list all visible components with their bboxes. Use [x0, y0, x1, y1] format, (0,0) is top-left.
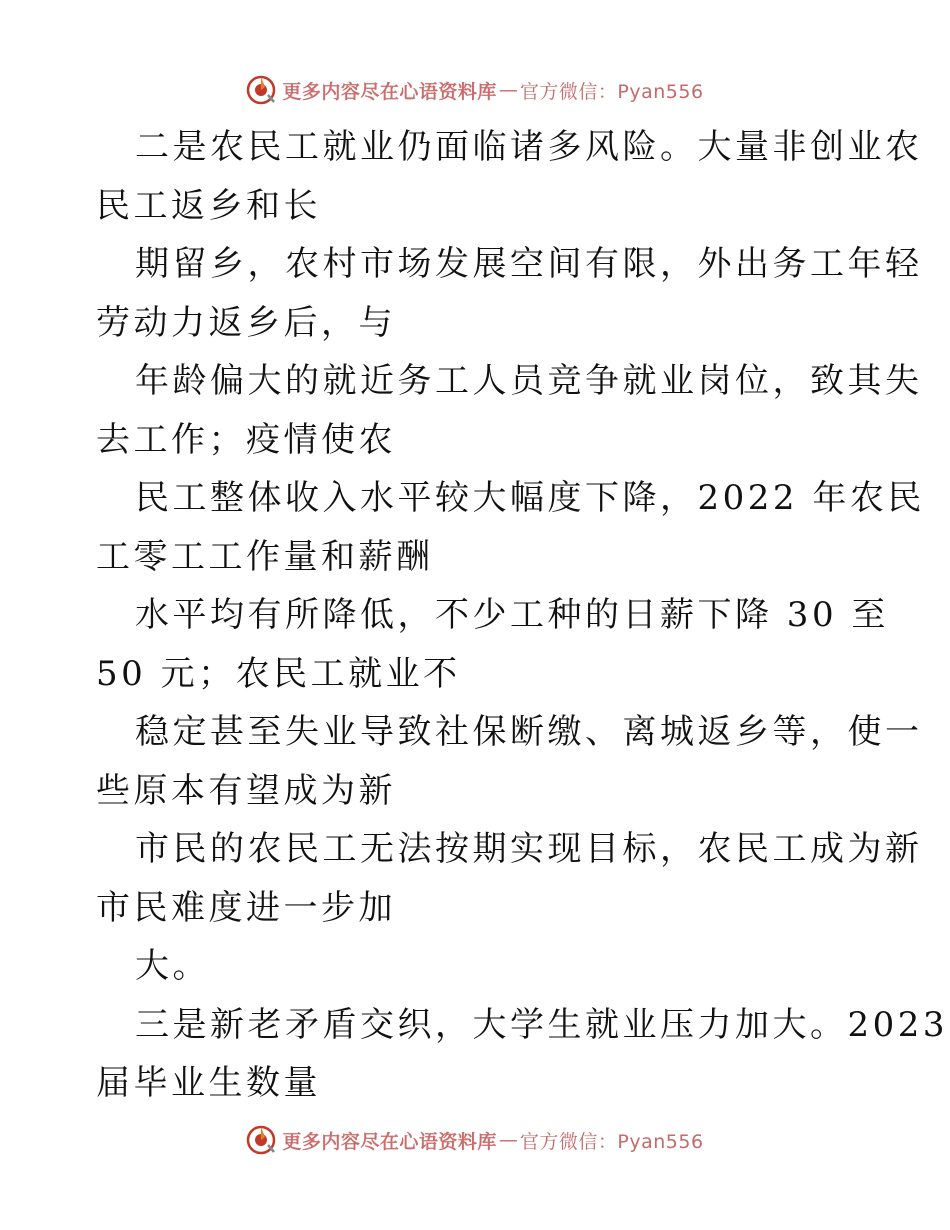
text-line: 市民的农民工无法按期实现目标，农民工成为新 — [135, 829, 923, 869]
text-line: 二是农民工就业仍面临诸多风险。大量非创业农 — [135, 127, 923, 167]
text-line: 水平均有所降低，不少工种的日薪下降 30 至 — [135, 595, 889, 635]
footer-dash: — — [498, 1129, 518, 1151]
text-line: 工零工工作量和薪酬 — [96, 536, 434, 577]
text-line: 三是新老矛盾交织，大学生就业压力加大。2023 — [135, 1004, 949, 1045]
text-line: 大。 — [135, 946, 210, 986]
header-brand-text: 更多内容尽在心语资料库 — [282, 80, 497, 103]
document-body — [96, 118, 949, 1113]
header-wechat-text: 官方微信：Pyan556 — [519, 80, 704, 103]
text-line: 年龄偏大的就近务工人员竞争就业岗位，致其失 — [135, 361, 923, 401]
footer-brand-text: 更多内容尽在心语资料库 — [282, 1130, 497, 1153]
text-line: 去工作；疫情使农 — [96, 419, 396, 460]
footer-wechat-text: 官方微信：Pyan556 — [519, 1130, 704, 1153]
text-line: 劳动力返乡后，与 — [96, 302, 396, 343]
footer-watermark — [0, 1120, 950, 1160]
text-line: 民工整体收入水平较大幅度下降，2022 年农民 — [135, 478, 925, 518]
text-line: 些原本有望成为新 — [96, 770, 396, 811]
text-line: 期留乡，农村市场发展空间有限，外出务工年轻 — [135, 244, 923, 284]
text-line: 民工返乡和长 — [96, 185, 321, 226]
paragraph-lines — [96, 118, 949, 1113]
header-dash: — — [498, 79, 518, 101]
text-line: 市民难度进一步加 — [96, 887, 396, 928]
logo-icon — [246, 1125, 276, 1155]
logo-icon — [246, 75, 276, 105]
text-line: 50 元；农民工就业不 — [96, 653, 461, 694]
text-line: 稳定甚至失业导致社保断缴、离城返乡等，使一 — [135, 712, 923, 752]
header-watermark — [0, 70, 950, 110]
text-line: 届毕业生数量 — [96, 1063, 321, 1103]
